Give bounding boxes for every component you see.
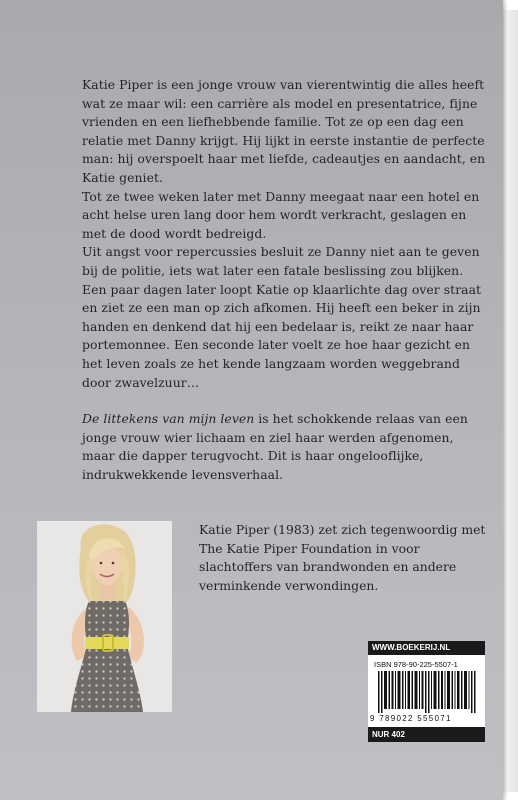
author-photo-illustration [37, 521, 172, 712]
blurb-paragraph-1: Katie Piper is een jonge vrouw van vierentwintig die alles heeft wat ze maar wil: een carrière als model en presentatrice, fijne vrienden en een liefhebbende familie. Tot ze op een dag een relatie met Danny krijgt. Hij lijkt in eerste instantie de perfecte man: hij overspoelt haar met liefde, cadeautjes en aandacht, en Katie geniet. [82, 77, 486, 185]
blurb-paragraph-2: Tot ze twee weken later met Danny meegaat naar een hotel en acht helse uren lang door hem wordt verkracht, geslagen en met de dood wordt bedreigd. [82, 188, 480, 241]
barcode-digits: 9 789022 555071 [370, 714, 452, 723]
nur-code: NUR 402 [368, 727, 485, 742]
blurb-paragraph-4-text: is het schokkende relaas van een jonge vrouw wier lichaam en ziel haar werden afgenomen, maar die dapper terugvocht. Dit is haar ongelooflijke, indrukwekkende levensverhaal. [82, 411, 468, 482]
author-photo [37, 521, 172, 712]
barcode-bars [378, 671, 476, 713]
isbn-text: ISBN 978-90-225-5507-1 [374, 660, 458, 669]
publisher-url: WWW.BOEKERIJ.NL [368, 641, 485, 655]
author-bio: Katie Piper (1983) zet zich tegenwoordig met The Katie Piper Foundation in voor slachtoffers van brandwonden en andere verminkende verwondingen. [199, 522, 486, 593]
barcode-label [368, 641, 485, 742]
blurb-paragraph-4 [82, 410, 487, 484]
blurb-paragraph-3: Uit angst voor repercussies besluit ze Danny niet aan te geven bij de politie, iets wat later een fatale beslissing zou blijken. Een paar dagen later loopt Katie op klaarlichte dag over straat en ziet ze een man op zich afkomen. Hij heeft een beker in zijn handen en denkend dat hij een bedelaar is, reikt ze naar haar portemonnee. Een seconde later voelt ze hoe haar gezicht en het leven zoals ze het kende langzaam worden weggebrand door zwavelzuur… [82, 244, 482, 390]
blurb-text [82, 76, 487, 484]
book-title: De littekens van mijn leven [82, 411, 255, 427]
